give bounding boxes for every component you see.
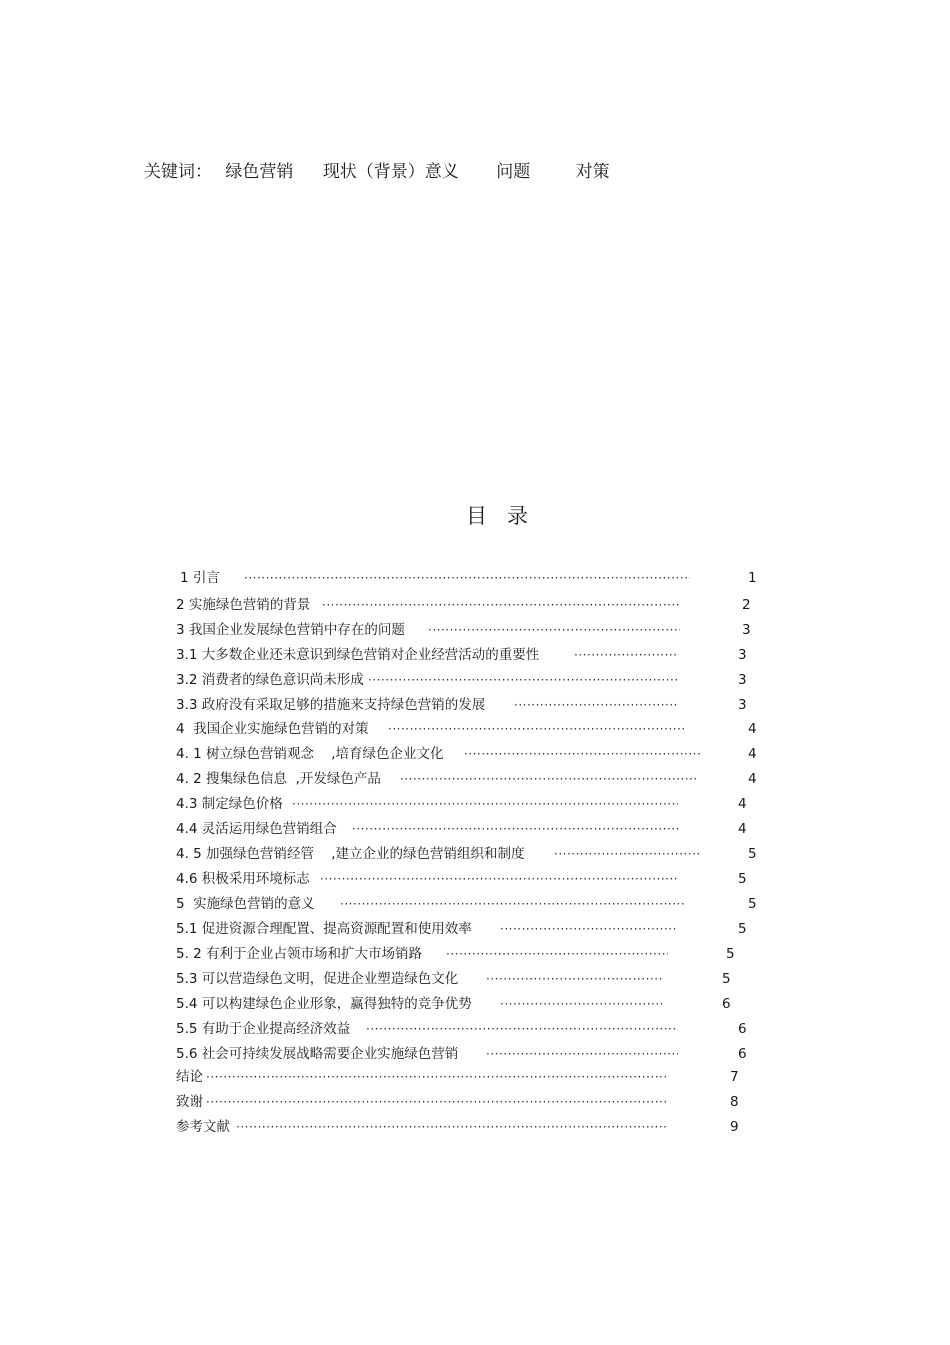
toc-entry-page-number: 4	[748, 746, 757, 762]
toc-dot-leader	[400, 768, 698, 790]
toc-dot-leader	[500, 918, 678, 940]
toc-entry[interactable]	[176, 843, 768, 865]
toc-entry[interactable]	[176, 993, 742, 1015]
toc-dot-leader	[206, 1091, 668, 1113]
toc-entry[interactable]	[176, 694, 758, 716]
toc-entry[interactable]	[176, 594, 762, 616]
toc-entry-page-number: 4	[748, 771, 757, 787]
toc-dot-leader	[486, 968, 662, 990]
toc-dot-leader	[322, 594, 680, 616]
toc-dot-leader	[366, 1018, 678, 1040]
keyword-item: 绿色营销	[225, 162, 294, 182]
toc-entry-page-number: 3	[738, 672, 747, 688]
toc-dot-leader	[206, 1066, 668, 1088]
toc-dot-leader	[464, 743, 702, 765]
toc-entry-label: 5.5 有助于企业提高经济效益	[176, 1021, 351, 1037]
toc-entry-page-number: 6	[722, 996, 731, 1012]
toc-dot-leader	[574, 644, 678, 666]
toc-entry[interactable]	[176, 743, 768, 765]
toc-entry-page-number: 5	[748, 846, 757, 862]
toc-entry[interactable]	[176, 968, 742, 990]
toc-entry-page-number: 5	[726, 946, 735, 962]
toc-entry-label: 5. 2 有利于企业占领市场和扩大市场销路	[176, 946, 423, 962]
toc-entry-page-number: 8	[730, 1094, 739, 1110]
toc-entry[interactable]	[176, 718, 768, 740]
toc-entry-page-number: 2	[742, 597, 751, 613]
toc-entry[interactable]	[180, 567, 768, 589]
toc-entry[interactable]	[176, 1116, 750, 1138]
toc-entry-label: 4 我国企业实施绿色营销的对策	[176, 721, 369, 737]
toc-entry[interactable]	[176, 818, 758, 840]
keywords-label: 关键词：	[144, 162, 212, 182]
toc-entry-page-number: 9	[730, 1119, 739, 1135]
toc-entry-page-number: 5	[722, 971, 731, 987]
toc-entry-page-number: 5	[738, 921, 747, 937]
toc-dot-leader	[486, 1043, 678, 1065]
toc-entry-page-number: 3	[738, 697, 747, 713]
toc-title: 目录	[466, 504, 548, 528]
keyword-item: 问题	[496, 162, 531, 182]
toc-entry-page-number: 6	[738, 1046, 747, 1062]
toc-entry[interactable]	[176, 918, 758, 940]
toc-entry[interactable]	[176, 1066, 750, 1088]
toc-entry-label: 结论	[176, 1069, 203, 1085]
toc-entry-label: 参考文献	[176, 1119, 230, 1135]
toc-dot-leader	[446, 943, 668, 965]
toc-entry-label: 5.1 促进资源合理配置、提高资源配置和使用效率	[176, 921, 472, 937]
toc-entry-page-number: 7	[730, 1069, 739, 1085]
toc-entry-label: 5.4 可以构建绿色企业形象，赢得独特的竞争优势	[176, 996, 472, 1012]
toc-entry[interactable]	[176, 943, 746, 965]
toc-entry-label: 3.1 大多数企业还未意识到绿色营销对企业经营活动的重要性	[176, 647, 540, 663]
toc-entry-page-number: 3	[738, 647, 747, 663]
toc-entry-label: 2 实施绿色营销的背景	[176, 597, 311, 613]
toc-entry[interactable]	[176, 1018, 758, 1040]
toc-entry[interactable]	[176, 619, 762, 641]
toc-entry-page-number: 5	[738, 871, 747, 887]
toc-entry-page-number: 4	[738, 796, 747, 812]
toc-dot-leader	[388, 718, 686, 740]
toc-entry[interactable]	[176, 868, 758, 890]
toc-entry-page-number: 1	[748, 570, 757, 586]
toc-dot-leader	[244, 567, 690, 589]
toc-entry[interactable]	[176, 893, 768, 915]
toc-dot-leader	[320, 868, 678, 890]
toc-dot-leader	[340, 893, 686, 915]
toc-dot-leader	[554, 843, 702, 865]
toc-entry-label: 致谢	[176, 1094, 203, 1110]
toc-entry-label: 4. 2 搜集绿色信息 ,开发绿色产品	[176, 771, 381, 787]
toc-entry-label: 4.4 灵活运用绿色营销组合	[176, 821, 337, 837]
toc-entry-label: 1 引言	[180, 570, 220, 586]
toc-dot-leader	[500, 993, 662, 1015]
toc-dot-leader	[428, 619, 680, 641]
toc-dot-leader	[352, 818, 678, 840]
toc-entry-page-number: 6	[738, 1021, 747, 1037]
toc-entry-label: 4.3 制定绿色价格	[176, 796, 283, 812]
toc-entry-label: 5.3 可以营造绿色文明，促进企业塑造绿色文化	[176, 971, 459, 987]
toc-dot-leader	[292, 793, 678, 815]
toc-entry[interactable]	[176, 1091, 750, 1113]
keyword-item: 现状（背景）意义	[322, 162, 459, 182]
toc-dot-leader	[514, 694, 678, 716]
toc-entry-page-number: 3	[742, 622, 751, 638]
toc-entry-label: 3 我国企业发展绿色营销中存在的问题	[176, 622, 405, 638]
toc-entry-label: 4. 1 树立绿色营销观念 ,培育绿色企业文化	[176, 746, 444, 762]
toc-entry[interactable]	[176, 793, 758, 815]
toc-entry-label: 5.6 社会可持续发展战略需要企业实施绿色营销	[176, 1046, 459, 1062]
toc-entry-page-number: 5	[748, 896, 757, 912]
toc-entry-page-number: 4	[748, 721, 757, 737]
toc-dot-leader	[368, 669, 678, 691]
keyword-item: 对策	[575, 162, 610, 182]
toc-entry-label: 4.6 积极采用环境标志	[176, 871, 310, 887]
toc-entry[interactable]	[176, 768, 768, 790]
toc-entry[interactable]	[176, 669, 758, 691]
toc-entry[interactable]	[176, 644, 758, 666]
toc-entry-page-number: 4	[738, 821, 747, 837]
toc-dot-leader	[236, 1116, 668, 1138]
keywords-line	[144, 158, 610, 186]
toc-entry[interactable]	[176, 1043, 758, 1065]
toc-entry-label: 4. 5 加强绿色营销经管 ,建立企业的绿色营销组织和制度	[176, 846, 525, 862]
toc-entry-label: 3.2 消费者的绿色意识尚未形成	[176, 672, 364, 688]
toc-entry-label: 5 实施绿色营销的意义	[176, 896, 315, 912]
toc-entry-label: 3.3 政府没有采取足够的措施来支持绿色营销的发展	[176, 697, 486, 713]
